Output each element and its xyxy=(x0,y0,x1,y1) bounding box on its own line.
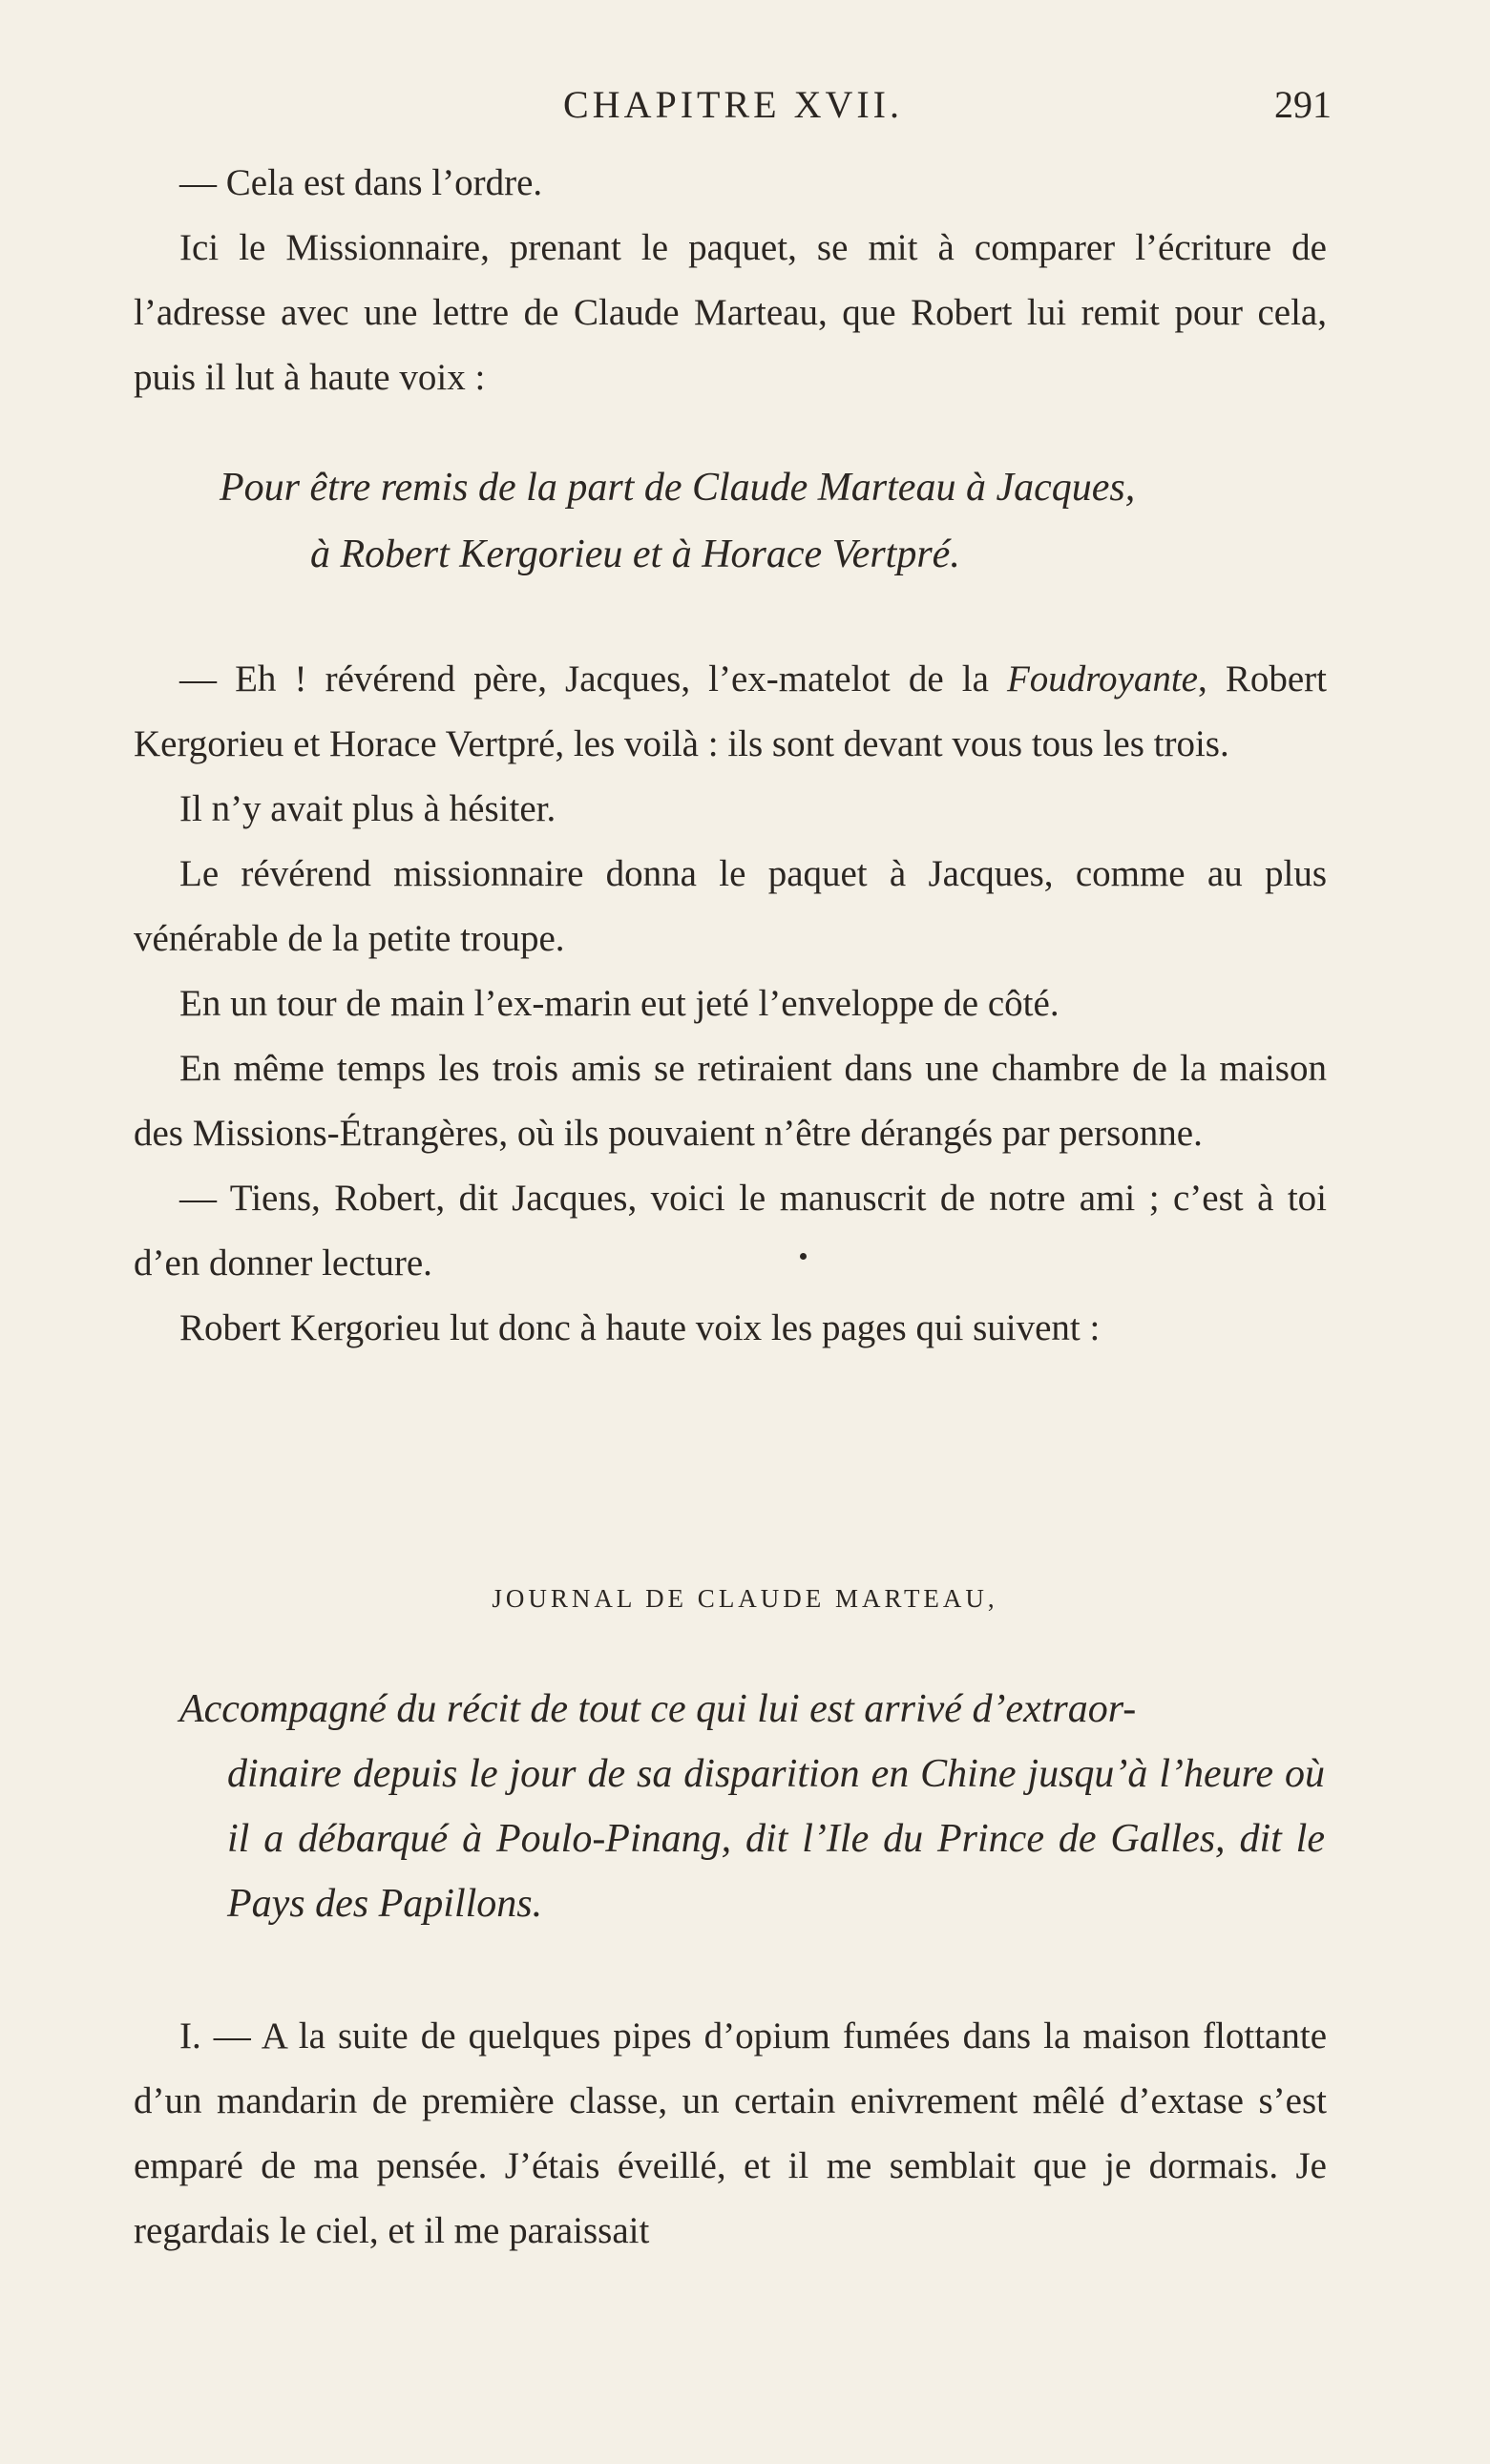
paragraph-text: , Robert Kergorieu et Horace Vertpré, les voilà : ils sont devant vous tous les trois. xyxy=(134,658,1327,764)
running-head: CHAPITRE XVII. xyxy=(563,83,903,126)
paragraph: — Tiens, Robert, dit Jacques, voici le manuscrit de notre ami ; c’est à toi d’en donner lecture. xyxy=(134,1178,1327,1284)
paragraph-text: — Eh ! révérend père, Jacques, l’ex-matelot de la xyxy=(179,658,1007,700)
subtitle-line: Accompagné du récit de tout ce qui lui est arrivé d’extraor- xyxy=(179,1687,1137,1731)
paragraph: Le révérend missionnaire donna le paquet à Jacques, comme au plus vénérable de la petite troupe. xyxy=(134,853,1327,959)
subtitle-continuation: dinaire depuis le jour de sa disparition en Chine jusqu’à l’heure où il a débarqué à Poulo-Pinang, dit l’Ile du Prince de Galles, dit le Pays des Papillons. xyxy=(227,1752,1325,1926)
ship-name: Foudroyante xyxy=(1006,658,1198,700)
paragraph: — Cela est dans l’ordre. xyxy=(179,162,543,203)
top-text-block xyxy=(134,151,1327,410)
paragraph: Robert Kergorieu lut donc à haute voix les pages qui suivent : xyxy=(179,1307,1101,1348)
bottom-text-block xyxy=(134,2004,1327,2264)
paragraph: En un tour de main l’ex-marin eut jeté l’enveloppe de côté. xyxy=(179,983,1060,1024)
paragraph: I. — A la suite de quelques pipes d’opium fumées dans la maison flottante d’un mandarin de première classe, un certain enivrement mêlé d’extase s’est emparé de ma pensée. J’étais éveillé, et il me semblait que je dormais. Je regardais le ciel, et il me paraissait xyxy=(134,2015,1327,2251)
paragraph xyxy=(134,647,1327,777)
paragraph: En même temps les trois amis se retiraient dans une chambre de la maison des Missions-Étrangères, où ils pouvaient n’être dérangés par personne. xyxy=(134,1048,1327,1154)
address-line: Pour être remis de la part de Claude Marteau à Jacques, xyxy=(220,466,1136,510)
paragraph: Il n’y avait plus à hésiter. xyxy=(179,788,556,829)
section-heading: JOURNAL DE CLAUDE MARTEAU, xyxy=(492,1584,998,1613)
ink-dot xyxy=(800,1253,807,1260)
section-subtitle xyxy=(179,1677,1325,1936)
address-line: à Robert Kergorieu et à Horace Vertpré. xyxy=(310,532,960,576)
page-number: 291 xyxy=(1274,83,1332,126)
middle-text-block xyxy=(134,647,1327,1361)
paragraph: Ici le Missionnaire, prenant le paquet, se mit à comparer l’écriture de l’adresse avec une lettre de Claude Marteau, que Robert lui remit pour cela, puis il lut à haute voix : xyxy=(134,227,1327,398)
address-inscription xyxy=(220,454,1317,588)
